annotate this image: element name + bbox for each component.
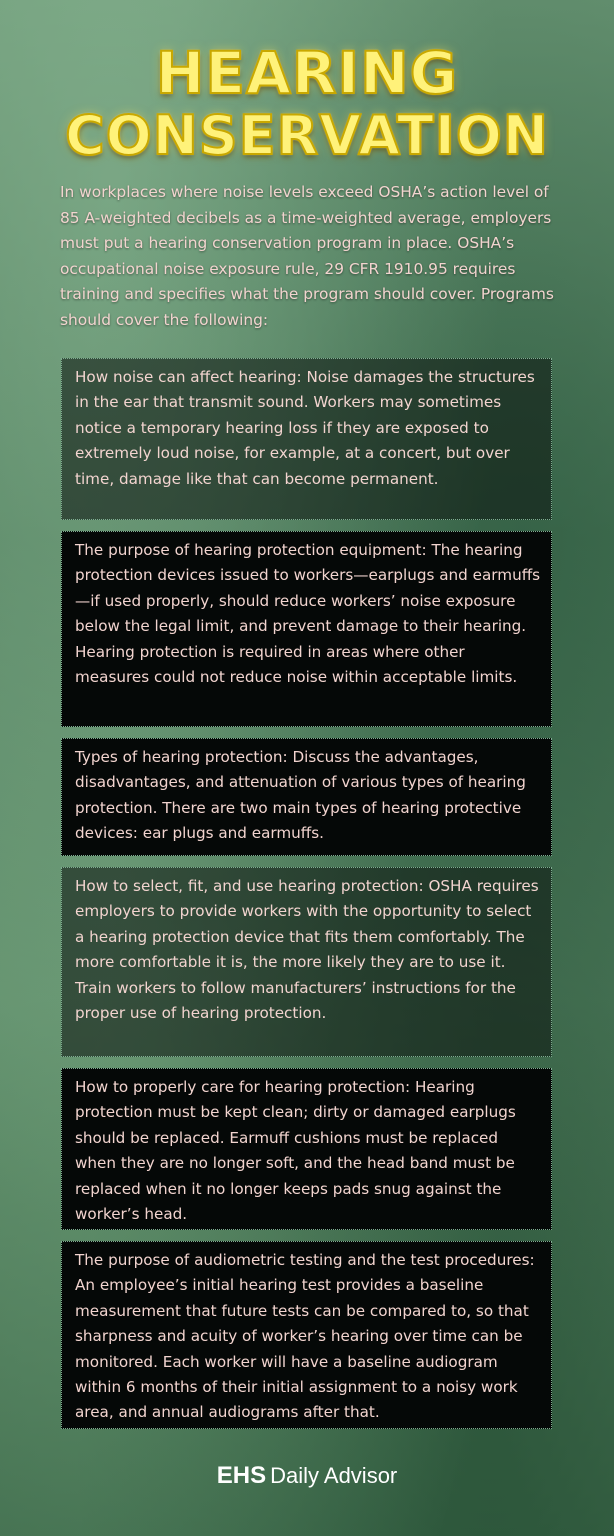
section-text: How to properly care for hearing protection: Hearing protection must be kept clean; dirty or damaged earplugs should be replaced. Earmuff cushions must be replaced when they are no longer soft, and the head band must be replaced when it no longer keeps pads snug against the worker’s head.	[75, 1078, 516, 1224]
logo-name: Daily Advisor	[270, 1463, 398, 1488]
section-text: The purpose of hearing protection equipment: The hearing protection devices issued to workers—earplugs and earmuffs—if used properly, should reduce workers’ noise exposure below the legal limit, and prevent damage to their hearing. Hearing protection is required in areas where other measures could not reduce noise within acceptable limits.	[75, 541, 541, 687]
section-text: Types of hearing protection: Discuss the advantages, disadvantages, and attenuation of various types of hearing protection. There are two main types of hearing protective devices: ear plugs and earmuffs.	[75, 748, 526, 843]
section-care	[61, 1068, 552, 1230]
section-protection-purpose	[61, 531, 552, 727]
section-text: How to select, fit, and use hearing protection: OSHA requires employers to provide workers with the opportunity to select a hearing protection device that fits them comfortably. The more comfortable it is, the more likely they are to use it. Train workers to follow manufacturers’ instructions for the proper use of hearing protection.	[75, 877, 539, 1023]
logo-brand: EHS	[216, 1462, 267, 1489]
footer-logo	[0, 1462, 614, 1490]
section-text: How noise can affect hearing: Noise damages the structures in the ear that transmit sound. Workers may sometimes notice a temporary hearing loss if they are exposed to extremely loud noise, for example, at a concert, but over time, damage like that can become permanent.	[75, 368, 535, 488]
section-noise-effects	[61, 358, 552, 520]
title-line-conservation: CONSERVATION	[65, 104, 549, 167]
section-protection-types	[61, 738, 552, 856]
section-audiometric-testing	[61, 1241, 552, 1429]
intro-paragraph: In workplaces where noise levels exceed OSHA’s action level of 85 A-weighted decibels as a time-weighted average, employers must put a hearing conservation program in place. OSHA’s occupational noise exposure rule, 29 CFR 1910.95 requires training and specifies what the program should cover. Programs should cover the following:	[60, 183, 554, 329]
section-text: The purpose of audiometric testing and the test procedures: An employee’s initial hearing test provides a baseline measurement that future tests can be compared to, so that sharpness and acuity of worker’s hearing over time can be monitored. Each worker will have a baseline audiogram within 6 months of their initial assignment to a noisy work area, and annual audiograms after that.	[75, 1251, 535, 1422]
title-line-hearing: HEARING	[155, 39, 459, 107]
section-select-fit-use	[61, 867, 552, 1057]
